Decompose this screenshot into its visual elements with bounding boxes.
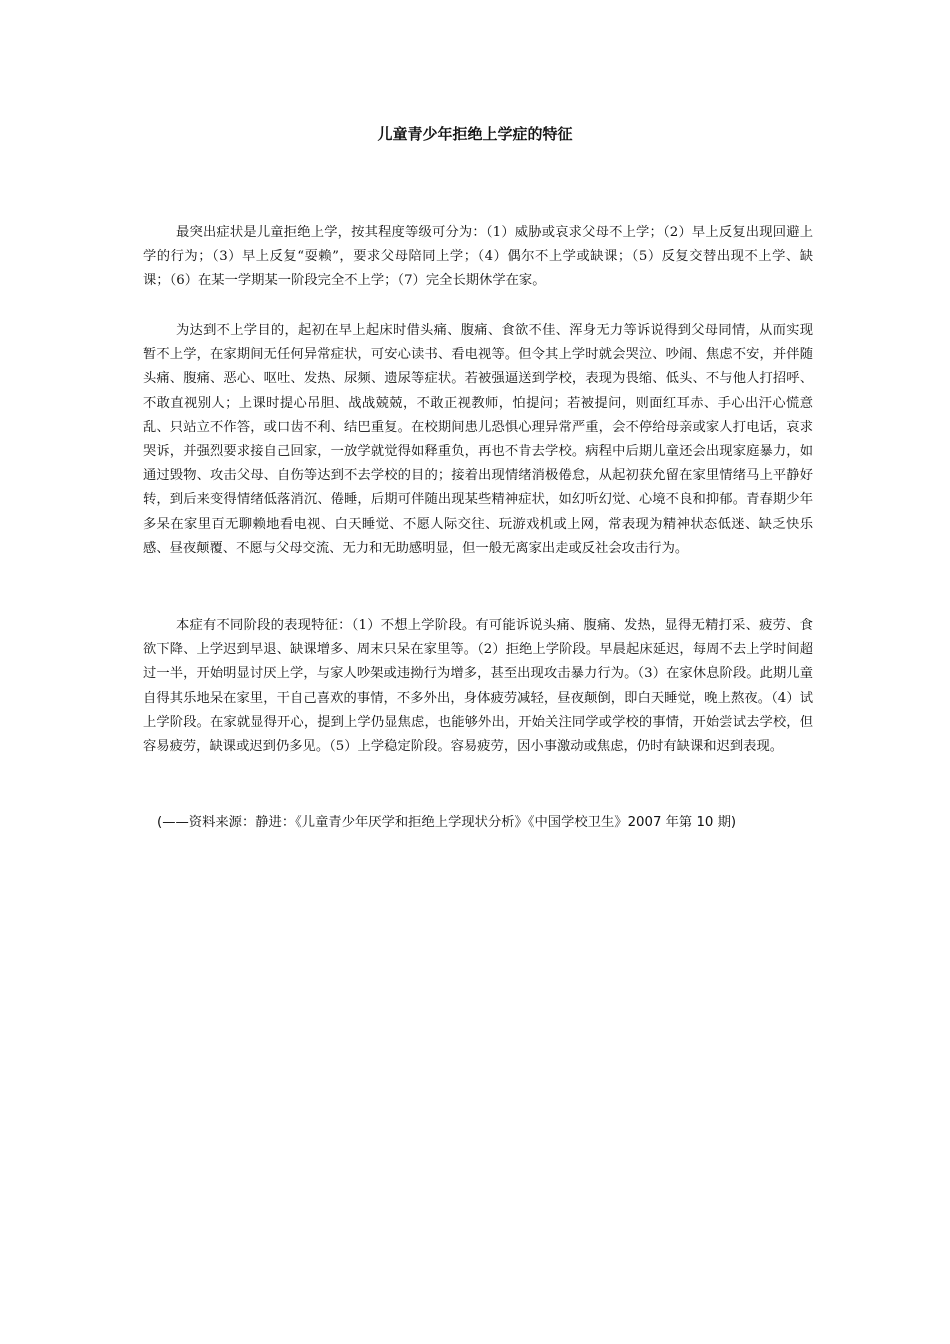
paragraph-stages: 本症有不同阶段的表现特征：（1）不想上学阶段。有可能诉说头痛、腹痛、发热，显得无精打采、疲劳、食欲下降、上学迟到早退、缺课增多、周末只呆在家里等。（2）拒绝上学阶段。早晨起床延迟，每周不去上学时间超过一半，开始明显讨厌上学，与家人吵架或违拗行为增多，甚至出现攻击暴力行为。（3）在家休息阶段。此期儿童自得其乐地呆在家里，干自己喜欢的事情，不多外出，身体疲劳减轻，昼夜颠倒，即白天睡觉，晚上熬夜。（4）试上学阶段。在家就显得开心，提到上学仍显焦虑，也能够外出，开始关注同学或学校的事情，开始尝试去学校，但容易疲劳，缺课或迟到仍多见。（5）上学稳定阶段。容易疲劳，因小事激动或焦虑，仍时有缺课和迟到表现。 (143, 618, 813, 755)
source-citation: (——资料来源：静进：《儿童青少年厌学和拒绝上学现状分析》《中国学校卫生》2007 年第 10 期) (157, 815, 737, 830)
paragraph-severity-levels: 最突出症状是儿童拒绝上学，按其程度等级可分为：（1）威胁或哀求父母不上学；（2）早上反复出现回避上学的行为；（3）早上反复“耍赖”，要求父母陪同上学；（4）偶尔不上学或缺课；（5）反复交替出现不上学、缺课；（6）在某一学期某一阶段完全不上学；（7）完全长期休学在家。 (143, 225, 813, 289)
paragraph-symptoms: 为达到不上学目的，起初在早上起床时借头痛、腹痛、食欲不佳、浑身无力等诉说得到父母同情，从而实现暂不上学，在家期间无任何异常症状，可安心读书、看电视等。但令其上学时就会哭泣、吵闹、焦虑不安，并伴随头痛、腹痛、恶心、呕吐、发热、尿频、遗尿等症状。若被强逼送到学校，表现为畏缩、低头、不与他人打招呼、不敢直视别人；上课时提心吊胆、战战兢兢，不敢正视教师，怕提问；若被提问，则面红耳赤、手心出汗心慌意乱、只站立不作答，或口齿不利、结巴重复。在校期间患儿恐惧心理异常严重，会不停给母亲或家人打电话，哀求哭诉，并强烈要求接自己回家，一放学就觉得如释重负，再也不肯去学校。病程中后期儿童还会出现家庭暴力，如通过毁物、攻击父母、自伤等达到不去学校的目的；接着出现情绪消极倦怠，从起初获允留在家里情绪马上平静好转，到后来变得情绪低落消沉、倦睡，后期可伴随出现某些精神症状，如幻听幻觉、心境不良和抑郁。青春期少年多呆在家里百无聊赖地看电视、白天睡觉、不愿人际交往、玩游戏机或上网，常表现为精神状态低迷、缺乏快乐感、昼夜颠覆、不愿与父母交流、无力和无助感明显，但一般无离家出走或反社会攻击行为。 (143, 323, 813, 556)
document-title: 儿童青少年拒绝上学症的特征 (377, 125, 573, 143)
